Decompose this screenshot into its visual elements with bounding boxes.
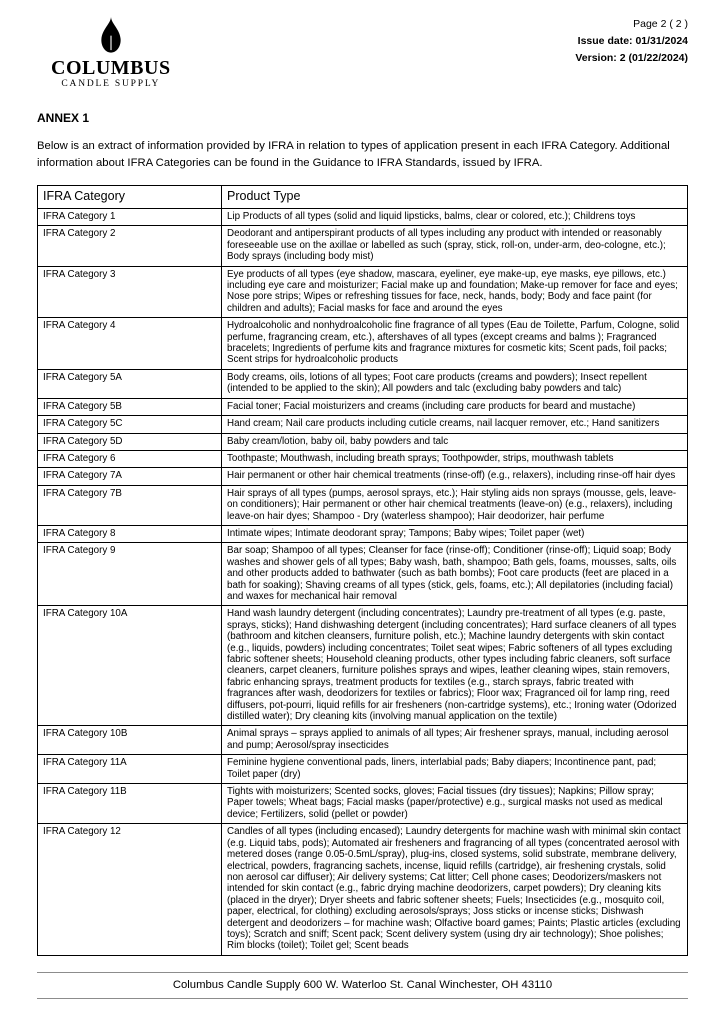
ifra-category-cell: IFRA Category 1	[38, 209, 222, 226]
ifra-category-cell: IFRA Category 11A	[38, 755, 222, 784]
table-row	[38, 525, 688, 542]
footer-address: Columbus Candle Supply 600 W. Waterloo St. Canal Winchester, OH 43110	[172, 979, 553, 991]
document-meta	[575, 14, 688, 67]
page-header	[37, 14, 688, 90]
product-type-cell: Baby cream/lotion, baby oil, baby powders and talc	[222, 433, 688, 450]
ifra-category-cell: IFRA Category 5A	[38, 369, 222, 398]
ifra-category-cell: IFRA Category 7A	[38, 468, 222, 485]
logo-company-name: COLUMBUS	[51, 57, 171, 79]
logo-company-subtitle: CANDLE SUPPLY	[61, 79, 161, 89]
product-type-cell: Body creams, oils, lotions of all types; Foot care products (creams and powders); Insect repellent (intended to be applied to the skin); All powders and talc (excluding baby powders and talc)	[222, 369, 688, 398]
ifra-category-cell: IFRA Category 6	[38, 450, 222, 467]
product-type-cell: Toothpaste; Mouthwash, including breath sprays; Toothpowder, strips, mouthwash tablets	[222, 450, 688, 467]
table-row	[38, 209, 688, 226]
product-type-cell: Bar soap; Shampoo of all types; Cleanser for face (rinse-off); Conditioner (rinse-off); Liquid soap; Body washes and shower gels of all types; Baby wash, bath, shampoo; Bath gels, foams, mousses, salts, oils and other products added to bathwater (such as bath bombs); Foot care products (feet are placed in a bath for soaking); Shaving creams of all types (stick, gels, foams, etc.); All depilatories (including facial) and waxes for mechanical hair removal	[222, 543, 688, 606]
table-row	[38, 450, 688, 467]
ifra-category-cell: IFRA Category 12	[38, 824, 222, 955]
ifra-category-cell: IFRA Category 7B	[38, 485, 222, 525]
product-type-cell: Eye products of all types (eye shadow, mascara, eyeliner, eye make-up, eye masks, eye pillows, etc.) including eye care and moisturizer; Facial make up and foundation; Make-up remover for face and eyes; Nose pore strips; Wipes or refreshing tissues for face, neck, hands, body; Body and face paint (for children and adults); Facial masks for face and around the eyes	[222, 266, 688, 318]
product-type-cell: Facial toner; Facial moisturizers and creams (including care products for beard and mustache)	[222, 398, 688, 415]
table-row	[38, 398, 688, 415]
ifra-category-cell: IFRA Category 9	[38, 543, 222, 606]
table-row	[38, 606, 688, 726]
table-row	[38, 318, 688, 370]
page-footer	[37, 972, 688, 999]
column-header-ifra-category: IFRA Category	[38, 186, 222, 209]
product-type-cell: Feminine hygiene conventional pads, liners, interlabial pads; Baby diapers; Incontinence pant, pad; Toilet paper (dry)	[222, 755, 688, 784]
table-header-row	[38, 186, 688, 209]
table-row	[38, 468, 688, 485]
product-type-cell: Hydroalcoholic and nonhydroalcoholic fine fragrance of all types (Eau de Toilette, Parfum, Cologne, solid perfume, fragrancing cream, etc.), aftershaves of all types (except creams and balms ); Fragranced bracelets; Ingredients of perfume kits and fragrance mixtures for cosmetic kits; Scent pads, foil packs; Scent strips for hydroalcoholic products	[222, 318, 688, 370]
ifra-category-cell: IFRA Category 2	[38, 226, 222, 266]
ifra-table-body	[38, 209, 688, 956]
product-type-cell: Hair permanent or other hair chemical treatments (rinse-off) (e.g., relaxers), including rinse-off hair dyes	[222, 468, 688, 485]
page-number: Page 2 ( 2 )	[633, 18, 688, 30]
product-type-cell: Hand cream; Nail care products including cuticle creams, nail lacquer remover, etc.; Hand sanitizers	[222, 416, 688, 433]
product-type-cell: Intimate wipes; Intimate deodorant spray; Tampons; Baby wipes; Toilet paper (wet)	[222, 525, 688, 542]
table-row	[38, 485, 688, 525]
ifra-category-cell: IFRA Category 5D	[38, 433, 222, 450]
ifra-category-cell: IFRA Category 3	[38, 266, 222, 318]
ifra-category-table	[37, 185, 688, 956]
product-type-cell: Lip Products of all types (solid and liquid lipsticks, balms, clear or colored, etc.); Childrens toys	[222, 209, 688, 226]
flame-icon	[94, 16, 128, 57]
ifra-table-head	[38, 186, 688, 209]
table-row	[38, 433, 688, 450]
table-row	[38, 543, 688, 606]
ifra-category-cell: IFRA Category 5C	[38, 416, 222, 433]
product-type-cell: Candles of all types (including encased); Laundry detergents for machine wash with minimal skin contact (e.g. Liquid tabs, pods); Automated air fresheners and fragrancing of all types (concentrated aerosol with metered doses (range 0.05-0.5mL/spray), plug-ins, closed systems, solid substrate, membrane delivery, electrical, powders, fragrancing sachets, incense, liquid refills (cartridge), air freshening crystals, solid non aerosol car diffuser); Air delivery systems; Cat litter; Cell phone cases; Deodorizers/maskers not intended for skin contact (e.g., fabric drying machine deodorizers, carpet powders); Dry cleaning kits (placed in the dryer); Dryer sheets and fabric softener sheets; Fuels; Insecticides (e.g., mosquito coil, paper, electrical, for clothing) excluding aerosols/sprays; Joss sticks or incense sticks; Dishwash detergent and deodorizers – for machine wash; Olfactive board games; Paints; Plastic articles (excluding toys); Scratch and sniff; Scent pack; Scent delivery system (using dry air technology); Shoe polishes; Rim blocks (toilet); Toilet gel; Scent beads	[222, 824, 688, 955]
product-type-cell: Hand wash laundry detergent (including concentrates); Laundry pre-treatment of all types (e.g. paste, sprays, sticks); Hand dishwashing detergent (including concentrates); Hard surface cleaners of all types (bathroom and kitchen cleansers, furniture polish, etc.); Machine laundry detergents with skin contact (e.g., liquids, powders) including concentrates; Toilet seat wipes; Fabric softeners of all types excluding fabric softener sheets; Household cleaning products, other types including fabric cleaners, soft surface cleaners, carpet cleaners, furniture polishes sprays and wipes, leather cleaning wipes, stain removers, fabric enhancing sprays, treatment products for textiles (e.g., starch sprays, fabric treated with fragrances after wash, deodorizers for textiles or fabrics); Floor wax; Fragranced oil for lamp ring, reed diffusers, pot-pourri, liquid refills for air fresheners (non-cartridge systems), etc.; Ironing water (Odorized distilled water); Dry cleaning kits (involving manual application on the textile)	[222, 606, 688, 726]
ifra-category-cell: IFRA Category 10A	[38, 606, 222, 726]
ifra-category-cell: IFRA Category 8	[38, 525, 222, 542]
column-header-product-type: Product Type	[222, 186, 688, 209]
product-type-cell: Animal sprays – sprays applied to animals of all types; Air freshener sprays, manual, including aerosol and pump; Aerosol/spray insecticides	[222, 726, 688, 755]
intro-paragraph: Below is an extract of information provided by IFRA in relation to types of application present in each IFRA Category. Additional information about IFRA Categories can be found in the Guidance to IFRA Standards, issued by IFRA.	[37, 140, 670, 169]
table-row	[38, 226, 688, 266]
table-row	[38, 824, 688, 955]
table-row	[38, 369, 688, 398]
table-row	[38, 416, 688, 433]
table-row	[38, 755, 688, 784]
company-logo	[51, 16, 171, 90]
issue-date: Issue date: 01/31/2024	[577, 35, 688, 47]
ifra-category-cell: IFRA Category 5B	[38, 398, 222, 415]
annex-title: ANNEX 1	[37, 111, 90, 125]
product-type-cell: Tights with moisturizers; Scented socks, gloves; Facial tissues (dry tissues); Napkins; Pillow spray; Paper towels; Wheat bags; Facial masks (paper/protective) e.g., surgical masks not used as medical device; Fertilizers, solid (pellet or powder)	[222, 784, 688, 824]
ifra-category-cell: IFRA Category 10B	[38, 726, 222, 755]
product-type-cell: Hair sprays of all types (pumps, aerosol sprays, etc.); Hair styling aids non sprays (mousse, gels, leave-on conditioners); Hair permanent or other hair chemical treatments (leave-on) (e.g., relaxers), including leave-on hair dyes; Shampoo - Dry (waterless shampoo); Hair deodorizer, hair perfume	[222, 485, 688, 525]
table-row	[38, 266, 688, 318]
version: Version: 2 (01/22/2024)	[575, 52, 688, 64]
ifra-category-cell: IFRA Category 4	[38, 318, 222, 370]
table-row	[38, 726, 688, 755]
product-type-cell: Deodorant and antiperspirant products of all types including any product with intended or reasonably foreseeable use on the axillae or labelled as such (spray, stick, roll-on, under-arm, deo-cologne, etc.); Body sprays (including body mist)	[222, 226, 688, 266]
table-row	[38, 784, 688, 824]
ifra-category-cell: IFRA Category 11B	[38, 784, 222, 824]
